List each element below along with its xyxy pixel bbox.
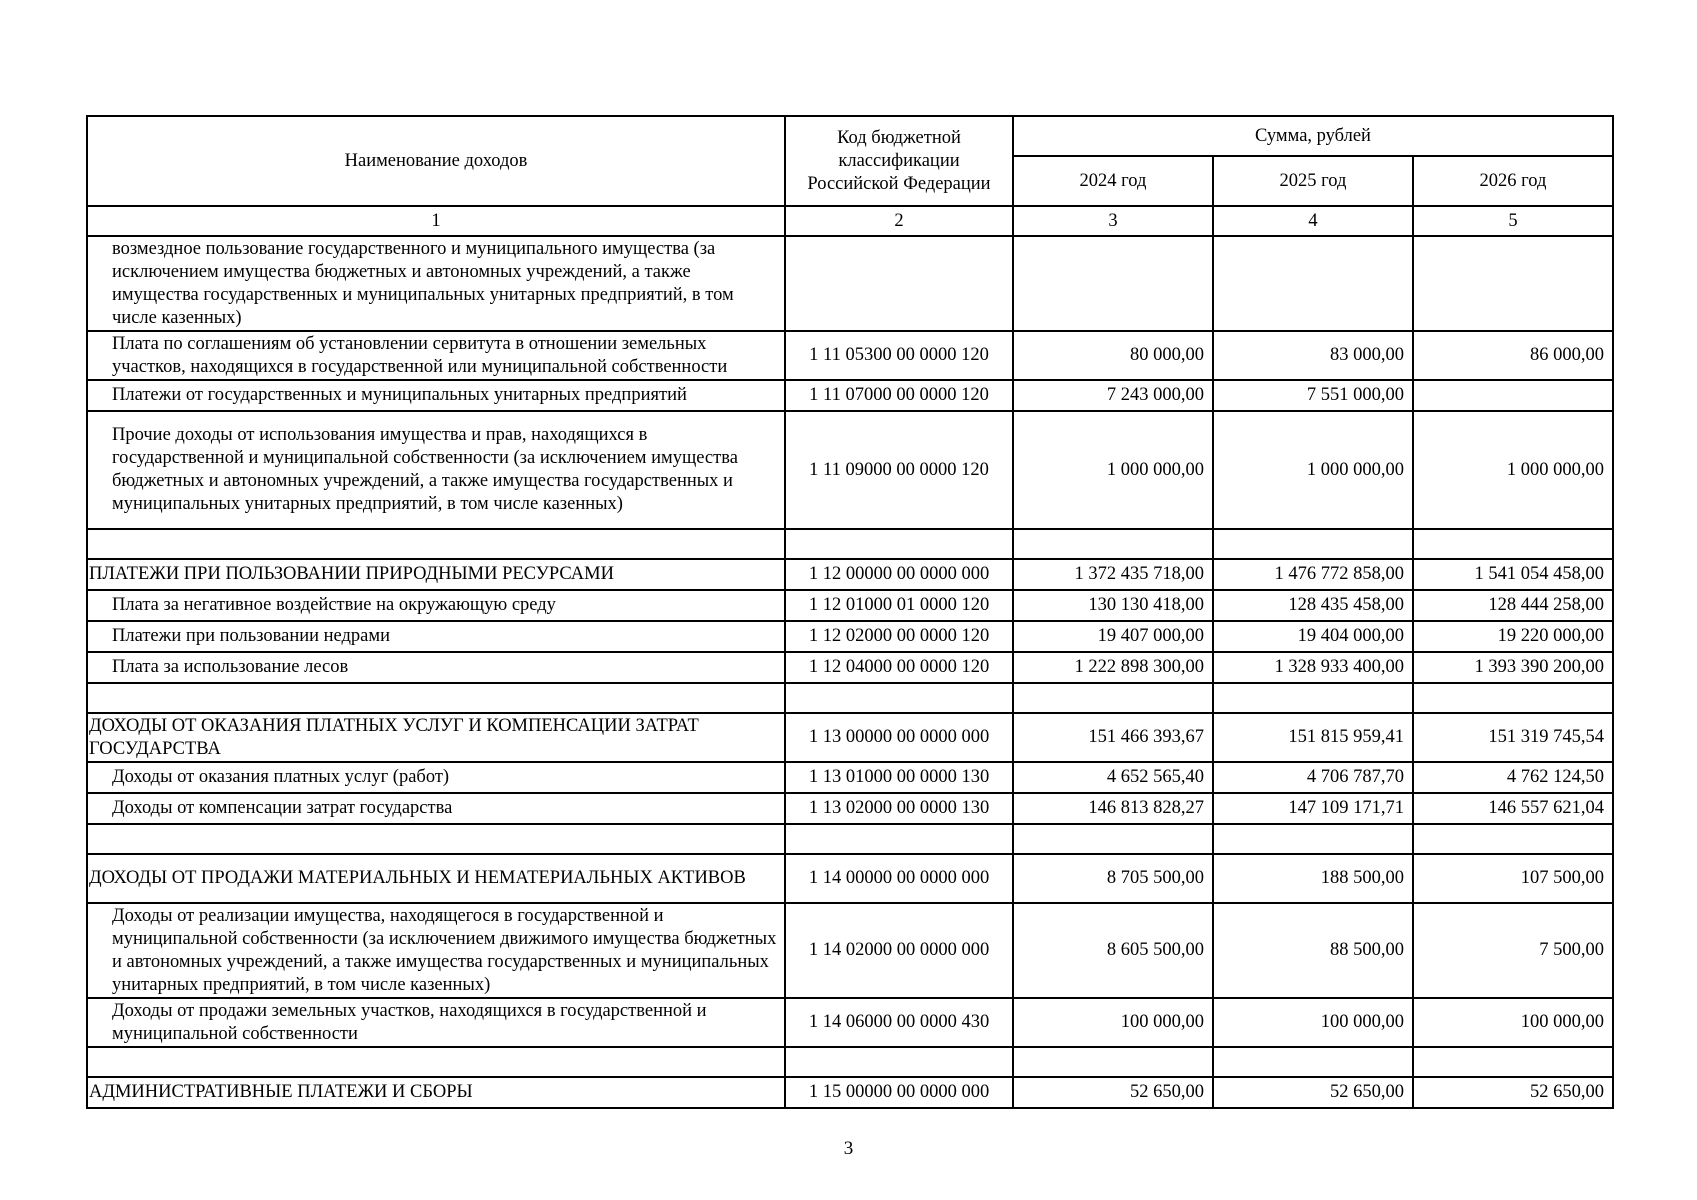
row-value-2025: 52 650,00 [1213, 1077, 1413, 1108]
row-value-2024: 130 130 418,00 [1013, 590, 1213, 621]
row-value-2025: 1 476 772 858,00 [1213, 559, 1413, 590]
row-code: 1 12 01000 01 0000 120 [785, 590, 1013, 621]
row-value-2024: 100 000,00 [1013, 998, 1213, 1047]
row-code: 1 13 01000 00 0000 130 [785, 762, 1013, 793]
row-value-2026: 128 444 258,00 [1413, 590, 1613, 621]
row-code: 1 14 00000 00 0000 000 [785, 854, 1013, 903]
row-value-2025: 128 435 458,00 [1213, 590, 1413, 621]
table-row [87, 652, 1613, 683]
row-value-2026: 86 000,00 [1413, 331, 1613, 380]
row-value-2024 [1013, 236, 1213, 331]
table-row [87, 903, 1613, 998]
row-value-2025: 100 000,00 [1213, 998, 1413, 1047]
column-number: 2 [785, 206, 1013, 236]
row-value-2025: 88 500,00 [1213, 903, 1413, 998]
row-name: Платежи при пользовании недрами [87, 621, 785, 652]
table-row [87, 331, 1613, 380]
spacer-row [87, 1047, 1613, 1077]
row-code: 1 12 00000 00 0000 000 [785, 559, 1013, 590]
header-year-2025: 2025 год [1213, 156, 1413, 206]
row-value-2026: 107 500,00 [1413, 854, 1613, 903]
table-row-section [87, 713, 1613, 762]
header-year-2026: 2026 год [1413, 156, 1613, 206]
row-code: 1 12 04000 00 0000 120 [785, 652, 1013, 683]
row-value-2025: 188 500,00 [1213, 854, 1413, 903]
row-value-2026: 7 500,00 [1413, 903, 1613, 998]
row-value-2025: 1 328 933 400,00 [1213, 652, 1413, 683]
row-value-2026: 100 000,00 [1413, 998, 1613, 1047]
spacer-row [87, 683, 1613, 713]
row-value-2025: 4 706 787,70 [1213, 762, 1413, 793]
row-value-2025: 1 000 000,00 [1213, 411, 1413, 529]
row-value-2025: 83 000,00 [1213, 331, 1413, 380]
row-value-2026: 4 762 124,50 [1413, 762, 1613, 793]
row-value-2026 [1413, 380, 1613, 411]
header-name: Наименование доходов [87, 116, 785, 206]
row-name: Плата за негативное воздействие на окружающую среду [87, 590, 785, 621]
row-value-2026: 146 557 621,04 [1413, 793, 1613, 824]
table-row [87, 762, 1613, 793]
row-code [785, 236, 1013, 331]
row-value-2025: 151 815 959,41 [1213, 713, 1413, 762]
row-value-2024: 4 652 565,40 [1013, 762, 1213, 793]
column-number: 5 [1413, 206, 1613, 236]
row-code: 1 14 06000 00 0000 430 [785, 998, 1013, 1047]
row-value-2026: 1 393 390 200,00 [1413, 652, 1613, 683]
page-number: 3 [843, 1138, 854, 1159]
column-numbers-row [87, 206, 1613, 236]
row-value-2024: 8 705 500,00 [1013, 854, 1213, 903]
row-code: 1 15 00000 00 0000 000 [785, 1077, 1013, 1108]
row-name: Прочие доходы от использования имущества и прав, находящихся в государственной и муниципальной собственности (за исключением имущества бюджетных и автономных учреждений, а также имущества государственных и муниципальных унитарных предприятий, в том числе казенных) [87, 411, 785, 529]
row-value-2024: 80 000,00 [1013, 331, 1213, 380]
table-row-section [87, 1077, 1613, 1108]
table-row [87, 793, 1613, 824]
column-number: 1 [87, 206, 785, 236]
header-code: Код бюджетной классификации Российской Федерации [785, 116, 1013, 206]
row-name: Доходы от оказания платных услуг (работ) [87, 762, 785, 793]
row-value-2024: 8 605 500,00 [1013, 903, 1213, 998]
table-row-section [87, 559, 1613, 590]
row-name: АДМИНИСТРАТИВНЫЕ ПЛАТЕЖИ И СБОРЫ [87, 1077, 785, 1108]
row-code: 1 13 00000 00 0000 000 [785, 713, 1013, 762]
row-code: 1 11 07000 00 0000 120 [785, 380, 1013, 411]
table-row [87, 411, 1613, 529]
row-name: возмездное пользование государственного и муниципального имущества (за исключением имущества бюджетных и автономных учреждений, а также имущества государственных и муниципальных унитарных предприятий, в том числе казенных) [87, 236, 785, 331]
row-value-2026 [1413, 236, 1613, 331]
row-name: ДОХОДЫ ОТ ПРОДАЖИ МАТЕРИАЛЬНЫХ И НЕМАТЕРИАЛЬНЫХ АКТИВОВ [87, 854, 785, 903]
row-value-2025: 19 404 000,00 [1213, 621, 1413, 652]
header-sum: Сумма, рублей [1013, 116, 1613, 156]
revenue-table [86, 115, 1614, 1109]
row-code: 1 13 02000 00 0000 130 [785, 793, 1013, 824]
row-name: Доходы от продажи земельных участков, находящихся в государственной и муниципальной собственности [87, 998, 785, 1047]
row-name: Доходы от реализации имущества, находящегося в государственной и муниципальной собственности (за исключением движимого имущества бюджетных и автономных учреждений, а также имущества государственных и муниципальных унитарных предприятий, в том числе казенных) [87, 903, 785, 998]
table-row [87, 998, 1613, 1047]
row-value-2026: 1 541 054 458,00 [1413, 559, 1613, 590]
row-value-2025: 147 109 171,71 [1213, 793, 1413, 824]
column-number: 3 [1013, 206, 1213, 236]
row-code: 1 11 09000 00 0000 120 [785, 411, 1013, 529]
header-year-2024: 2024 год [1013, 156, 1213, 206]
row-value-2024: 146 813 828,27 [1013, 793, 1213, 824]
row-value-2024: 1 000 000,00 [1013, 411, 1213, 529]
table-row [87, 236, 1613, 331]
spacer-row [87, 824, 1613, 854]
row-name: ПЛАТЕЖИ ПРИ ПОЛЬЗОВАНИИ ПРИРОДНЫМИ РЕСУРСАМИ [87, 559, 785, 590]
row-code: 1 12 02000 00 0000 120 [785, 621, 1013, 652]
table-row [87, 621, 1613, 652]
row-value-2026: 19 220 000,00 [1413, 621, 1613, 652]
row-code: 1 11 05300 00 0000 120 [785, 331, 1013, 380]
row-value-2024: 19 407 000,00 [1013, 621, 1213, 652]
row-name: Плата за использование лесов [87, 652, 785, 683]
row-value-2025: 7 551 000,00 [1213, 380, 1413, 411]
table-row [87, 590, 1613, 621]
row-value-2026: 52 650,00 [1413, 1077, 1613, 1108]
table-row [87, 380, 1613, 411]
row-name: Платежи от государственных и муниципальных унитарных предприятий [87, 380, 785, 411]
row-value-2024: 1 372 435 718,00 [1013, 559, 1213, 590]
row-name: Доходы от компенсации затрат государства [87, 793, 785, 824]
table-row-section [87, 854, 1613, 903]
row-value-2024: 151 466 393,67 [1013, 713, 1213, 762]
row-name: ДОХОДЫ ОТ ОКАЗАНИЯ ПЛАТНЫХ УСЛУГ И КОМПЕНСАЦИИ ЗАТРАТ ГОСУДАРСТВА [87, 713, 785, 762]
row-value-2024: 52 650,00 [1013, 1077, 1213, 1108]
row-code: 1 14 02000 00 0000 000 [785, 903, 1013, 998]
column-number: 4 [1213, 206, 1413, 236]
row-value-2026: 1 000 000,00 [1413, 411, 1613, 529]
row-value-2024: 7 243 000,00 [1013, 380, 1213, 411]
row-name: Плата по соглашениям об установлении сервитута в отношении земельных участков, находящихся в государственной или муниципальной собственности [87, 331, 785, 380]
row-value-2024: 1 222 898 300,00 [1013, 652, 1213, 683]
row-value-2026: 151 319 745,54 [1413, 713, 1613, 762]
spacer-row [87, 529, 1613, 559]
row-value-2025 [1213, 236, 1413, 331]
